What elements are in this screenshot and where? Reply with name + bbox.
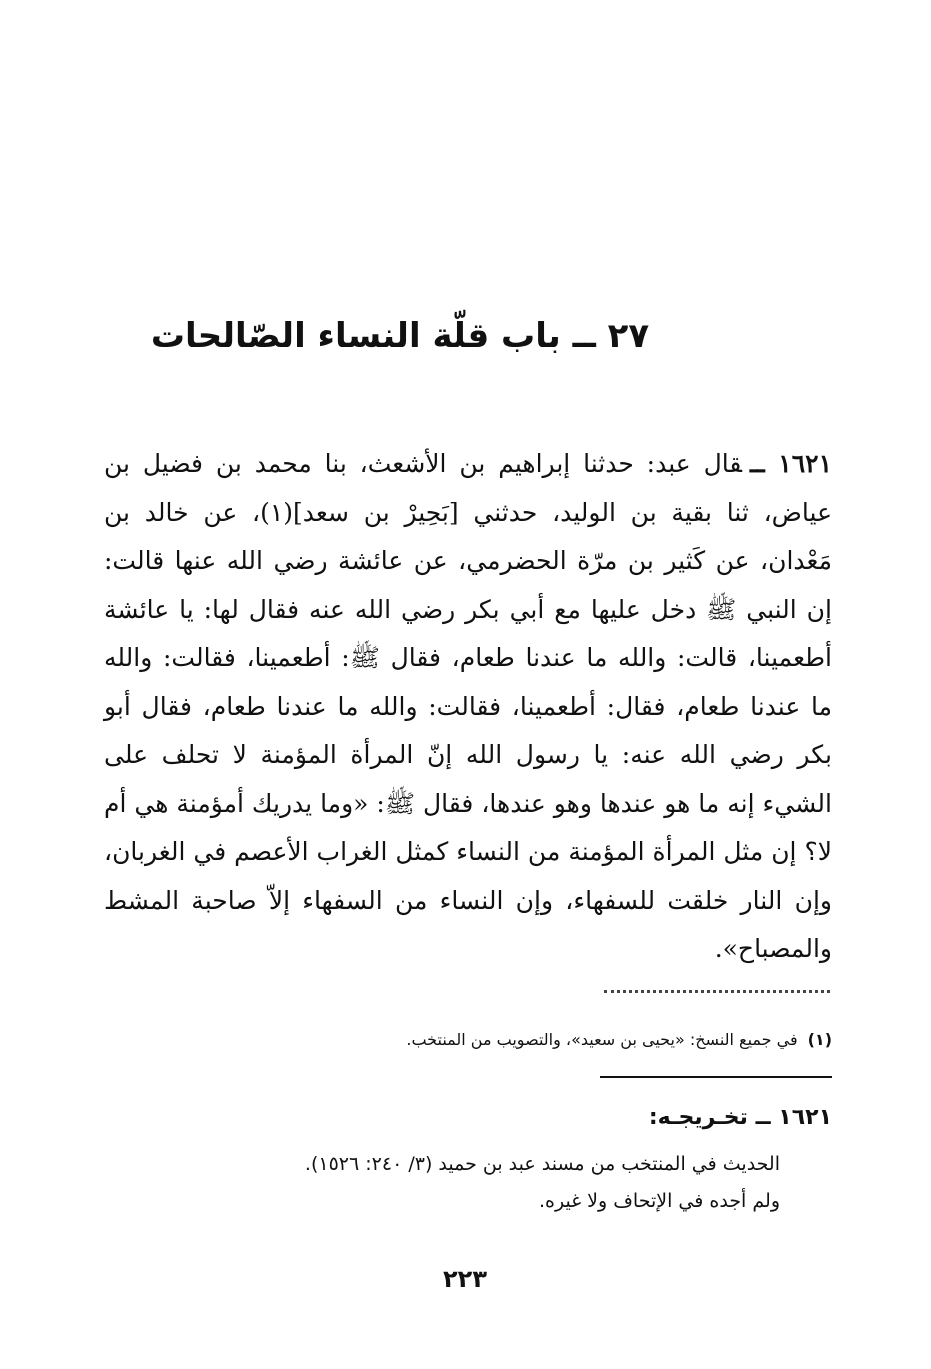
footnote-text: في جميع النسخ: «يحيى بن سعيد»، والتصويب من المنتخب. (406, 1030, 798, 1049)
footnote (200, 1028, 832, 1052)
footnote-separator (604, 990, 830, 993)
takhrij-body (180, 1146, 780, 1220)
takhrij-line: ولم أجده في الإتحاف ولا غيره. (539, 1190, 780, 1212)
footnote-marker: (١) (807, 1030, 832, 1049)
takhrij-heading: ١٦٢١ ــ تخـريجـه: (648, 1105, 832, 1130)
page-number: ٢٢٣ (443, 1265, 487, 1293)
chapter-title: ٢٧ ــ باب قلّة النساء الصّالحات (150, 316, 650, 356)
section-divider (600, 1076, 832, 1078)
hadith-number: ١٦٢١ ــ (750, 449, 832, 478)
takhrij-line: الحديث في المنتخب من مسند عبد بن حميد (٣/ ٢٤٠: ١٥٢٦). (304, 1153, 780, 1175)
hadith-text: قال عبد: حدثنا إبراهيم بن الأشعث، بنا محمد بن فضيل بن عياض، ثنا بقية بن الوليد، حدثني [بَحِيرْ بن سعد](١)، عن خالد بن مَعْدان، عن كَثير بن مرّة الحضرمي، عن عائشة رضي الله عنها قالت: إن النبي ﷺ دخل عليها مع أبي بكر رضي الله عنه فقال لها: يا عائشة أطعمينا، قالت: والله ما عندنا طعام، فقال ﷺ: أطعمينا، فقالت: والله ما عندنا طعام، فقال: أطعمينا، فقالت: والله ما عندنا طعام، فقال أبو بكر رضي الله عنه: يا رسول الله إنّ المرأة المؤمنة لا تحلف على الشيء إنه ما هو عندها وهو عندها، فقال ﷺ: «وما يدريك أمؤمنة هي أم لا؟ إن مثل المرأة المؤمنة من النساء كمثل الغراب الأعصم في الغربان، وإن النار خلقت للسفهاء، وإن النساء من السفهاء إلاّ صاحبة المشط والمصباح». (104, 449, 832, 963)
hadith-paragraph (104, 440, 832, 974)
